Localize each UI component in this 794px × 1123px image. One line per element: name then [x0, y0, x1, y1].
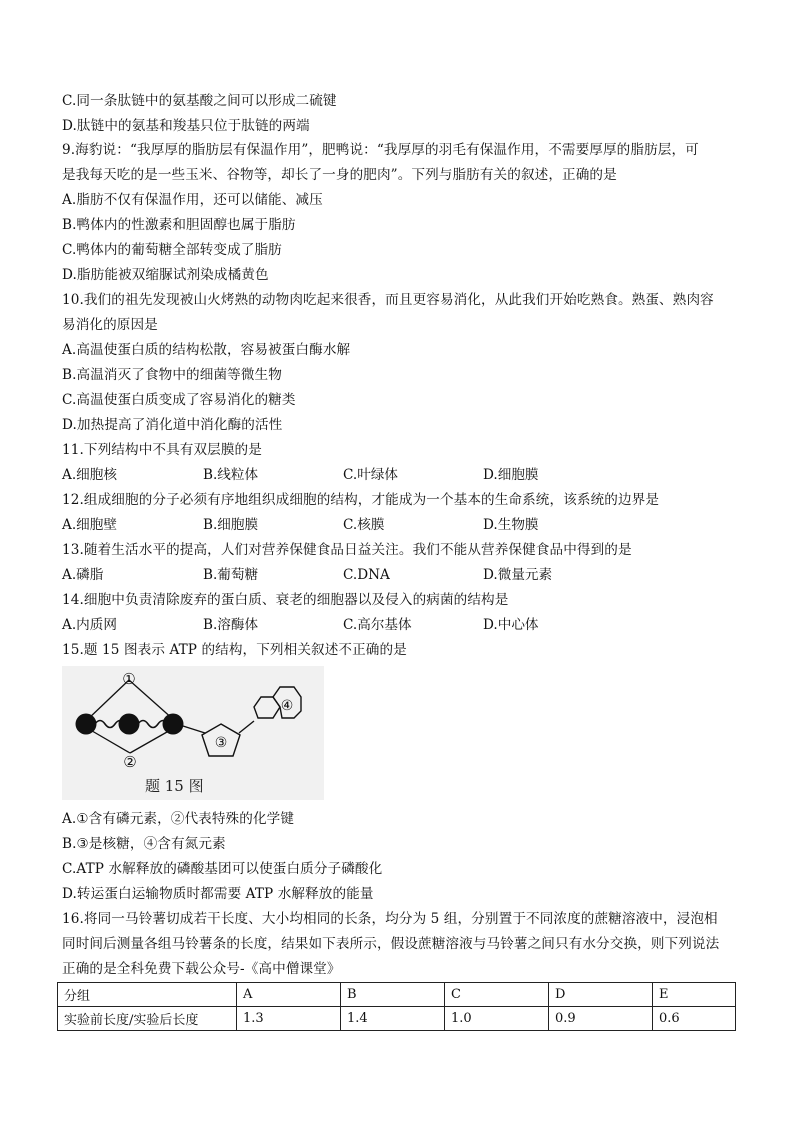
q10-option-d: D.加热提高了消化道中消化酶的活性	[62, 417, 283, 433]
q11-option-b: B.线粒体	[203, 467, 259, 483]
q9-option-c: C.鸭体内的葡萄糖全部转变成了脂肪	[62, 242, 282, 258]
table-cell: 1.3	[237, 1007, 341, 1031]
q16-stem-line1: 16.将同一马铃薯切成若干长度、大小均相同的长条，均分为 5 组，分别置于不同浓度的蔗糖溶液中，浸泡相	[62, 911, 718, 927]
label-3: ③	[214, 735, 228, 751]
q12-option-a: A.细胞壁	[62, 517, 117, 533]
q12-option-b: B.细胞膜	[203, 517, 259, 533]
q12-options	[62, 516, 742, 534]
table-cell: C	[445, 983, 549, 1007]
q15-option-a: A.①含有磷元素，②代表特殊的化学键	[62, 811, 295, 827]
q15-option-c: C.ATP 水解释放的磷酸基团可以使蛋白质分子磷酸化	[62, 861, 383, 877]
q10-stem-line1: 10.我们的祖先发现被山火烤熟的动物肉吃起来很香，而且更容易消化，从此我们开始吃熟食。熟蛋、熟肉容	[62, 292, 714, 308]
q9-stem-line1: 9.海豹说：“我厚厚的脂肪层有保温作用”，肥鸭说：“我厚厚的羽毛有保温作用，不需要厚厚的脂肪层，可	[62, 142, 699, 158]
table-header-row	[58, 983, 736, 1007]
table-cell: 1.4	[341, 1007, 445, 1031]
q14-stem: 14.细胞中负责清除废弃的蛋白质、衰老的细胞器以及侵入的病菌的结构是	[62, 592, 509, 608]
q11-option-d: D.细胞膜	[483, 467, 539, 483]
q12-option-d: D.生物膜	[483, 517, 539, 533]
q9-option-d: D.脂肪能被双缩脲试剂染成橘黄色	[62, 267, 269, 283]
q13-stem: 13.随着生活水平的提高，人们对营养保健食品日益关注。我们不能从营养保健食品中得到的是	[62, 542, 632, 558]
q10-option-b: B.高温消灭了食物中的细菌等微生物	[62, 367, 282, 383]
q9-option-b: B.鸭体内的性激素和胆固醇也属于脂肪	[62, 217, 296, 233]
q12-stem: 12.组成细胞的分子必须有序地组织成细胞的结构，才能成为一个基本的生命系统，该系统的边界是	[62, 492, 660, 508]
phosphate-ball-1	[76, 714, 97, 735]
q15-stem: 15.题 15 图表示 ATP 的结构，下列相关叙述不正确的是	[62, 642, 407, 658]
q11-stem: 11.下列结构中不具有双层膜的是	[62, 442, 262, 458]
q8-option-c: C.同一条肽链中的氨基酸之间可以形成二硫键	[62, 93, 337, 109]
label-4: ④	[280, 698, 294, 714]
q13-option-d: D.微量元素	[483, 567, 553, 583]
phosphate-ball-3	[163, 714, 184, 735]
q16-stem-line2: 同时间后测量各组马铃薯条的长度，结果如下表所示，假设蔗糖溶液与马铃薯之间只有水分交换，则下列说法	[62, 936, 720, 952]
table-cell: 0.6	[653, 1007, 736, 1031]
q11-option-c: C.叶绿体	[343, 467, 399, 483]
q15-option-b: B.③是核糖，④含有氮元素	[62, 836, 226, 852]
q12-option-c: C.核膜	[343, 517, 385, 533]
q13-option-c: C.DNA	[343, 567, 390, 583]
q13-option-a: A.磷脂	[62, 567, 104, 583]
phosphate-ball-2	[119, 714, 140, 735]
q9-stem-line2: 是我每天吃的是一些玉米、谷物等，却长了一身的肥肉”。下列与脂肪有关的叙述，正确的是	[62, 167, 617, 183]
table-cell: D	[549, 983, 653, 1007]
table-cell: E	[653, 983, 736, 1007]
label-2: ②	[123, 753, 137, 771]
label-1: ①	[122, 670, 136, 688]
q13-option-b: B.葡萄糖	[203, 567, 259, 583]
table-cell: 1.0	[445, 1007, 549, 1031]
q15-option-d: D.转运蛋白运输物质时都需要 ATP 水解释放的能量	[62, 886, 374, 902]
q10-option-c: C.高温使蛋白质变成了容易消化的糖类	[62, 392, 296, 408]
table-row	[58, 1007, 736, 1031]
table-cell: 0.9	[549, 1007, 653, 1031]
q16-stem-line3: 正确的是全科免费下载公众号-《高中僧课堂》	[62, 961, 341, 977]
q14-option-b: B.溶酶体	[203, 617, 259, 633]
table-cell: B	[341, 983, 445, 1007]
q9-option-a: A.脂肪不仅有保温作用，还可以储能、减压	[62, 192, 323, 208]
q10-stem-line2: 易消化的原因是	[62, 317, 158, 333]
table-cell: 实验前长度/实验后长度	[58, 1007, 237, 1031]
q11-option-a: A.细胞核	[62, 467, 117, 483]
q14-options	[62, 616, 742, 634]
q14-option-d: D.中心体	[483, 617, 539, 633]
q10-option-a: A.高温使蛋白质的结构松散，容易被蛋白酶水解	[62, 342, 351, 358]
results-table	[57, 982, 736, 1031]
atp-structure-figure	[62, 666, 324, 800]
table-cell: 分组	[58, 983, 237, 1007]
q8-option-d: D.肽链中的氨基和羧基只位于肽链的两端	[62, 118, 310, 134]
q14-option-a: A.内质网	[62, 617, 117, 633]
q14-option-c: C.高尔基体	[343, 617, 412, 633]
figure-caption: 题 15 图	[145, 777, 204, 795]
table-cell: A	[237, 983, 341, 1007]
q13-options	[62, 566, 742, 584]
q11-options	[62, 466, 742, 484]
